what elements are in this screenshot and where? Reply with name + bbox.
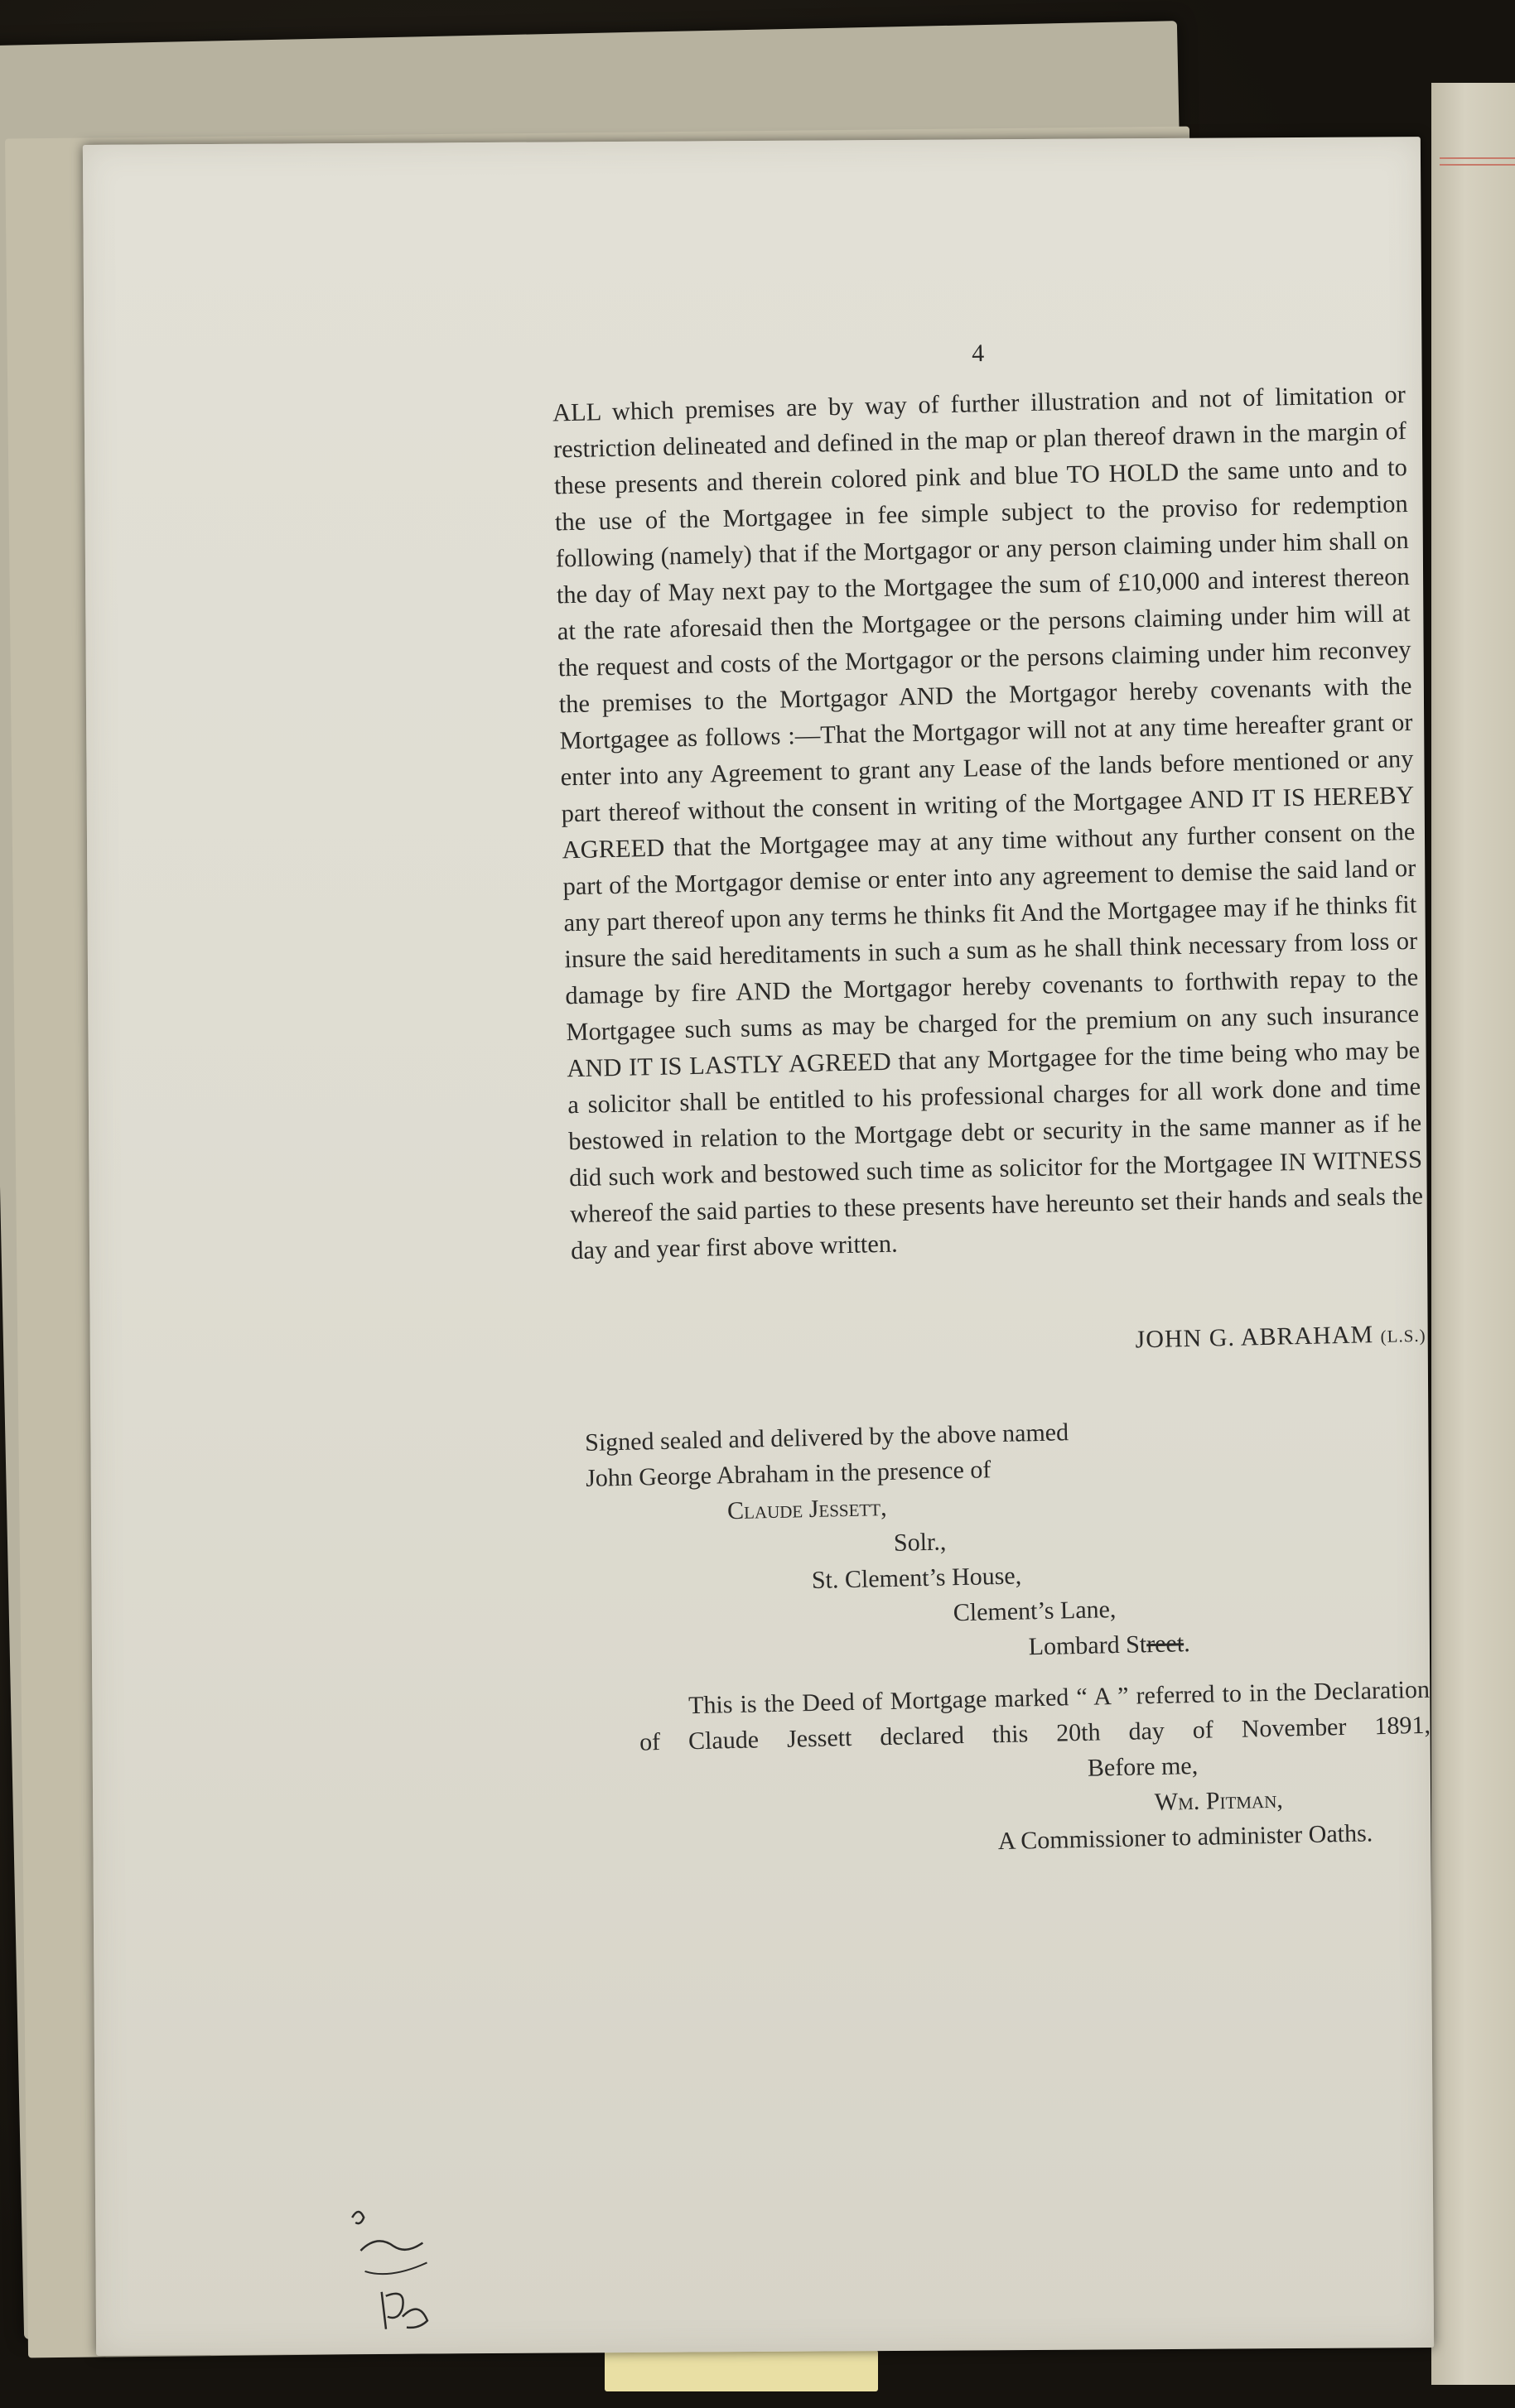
- signatory-name: JOHN G. ABRAHAM: [1135, 1321, 1374, 1354]
- document-page: [83, 137, 1434, 2356]
- declaration-text: This is the Deed of Mortgage marked “ A ” referred to in the Declaration of Claude Jessett declared this 20th day of November 1891,: [639, 1675, 1431, 1756]
- signatory-line: [1135, 1320, 1426, 1355]
- deed-body-text: ALL which premises are by way of further illustration and not of limitation or restriction delineated and defined in the map or plan thereof drawn in the margin of these presents and therein colored pink and blue TO HOLD the same unto and to the use of the Mortgagee in fee simple subject to the proviso for redemption following (namely) that if the Mortgagor or any person claiming under him shall on the day of May next pay to the Mortgagee the sum of £10,000 and interest thereon at the rate aforesaid then the Mortgagee or the persons claiming under him will at the request and costs of the Mortgagor or the persons claiming under him reconvey the premises to the Mortgagor AND the Mortgagor hereby covenants with the Mortgagee as follows :—That the Mortgagor will not at any time hereafter grant or enter into any Agreement to grant any Lease of the lands before mentioned or any part thereof without the consent in writing of the Mortgagee AND IT IS HEREBY AGREED that the Mortgagee may at any time without any further consent on the part of the Mortgagor demise or enter into any agreement to demise the said land or any part thereof upon any terms he thinks fit And the Mortgagee may if he thinks fit insure the said hereditaments in such a sum as he shall think necessary from loss or damage by fire AND the Mortgagor hereby covenants to forthwith repay to the Mortgagee such sums as may be charged for the premium on any such insurance AND IT IS LASTLY AGREED that any Mortgagee for the time being who may be a solicitor shall be entitled to his professional charges for all work done and time bestowed in relation to the Mortgage debt or security in the same manner as if he did such work and bestowed such time as solicitor for the Mortgagee IN WITNESS whereof the said parties to these presents have hereunto set their hands and seals the day and year first above written.: [552, 380, 1424, 1265]
- handwritten-annotation: [335, 2192, 461, 2342]
- page-content: [551, 330, 1431, 1856]
- attestation-line-1: Signed sealed and delivered by the above named: [584, 1418, 1069, 1457]
- witness-title: Solr.,: [893, 1528, 947, 1557]
- attestation-block: [585, 1407, 1418, 1674]
- witness-name: Claude Jessett,: [726, 1494, 887, 1525]
- declaration-block: [639, 1672, 1433, 1867]
- attestation-line-2: John George Abraham in the presence of: [585, 1456, 992, 1492]
- declaration-before: Before me,: [1087, 1751, 1199, 1782]
- address-3-suffix: .: [1183, 1630, 1190, 1658]
- address-3-struck-text: reet: [1146, 1630, 1184, 1659]
- adjacent-book-page: [1431, 83, 1515, 2385]
- witness-address-1: St. Clement’s House,: [811, 1562, 1022, 1594]
- commissioner-name: Wm. Pitman,: [1154, 1785, 1284, 1817]
- witness-address-2: Clement’s Lane,: [953, 1595, 1117, 1627]
- page-number: 4: [971, 340, 985, 368]
- yellow-tab: [605, 2350, 878, 2391]
- seal-mark: (L.S.): [1380, 1325, 1426, 1346]
- commissioner-title: A Commissioner to administer Oaths.: [997, 1819, 1373, 1856]
- adjacent-page-red-rule: [1440, 157, 1515, 166]
- address-3-text: Lombard St: [1028, 1630, 1147, 1661]
